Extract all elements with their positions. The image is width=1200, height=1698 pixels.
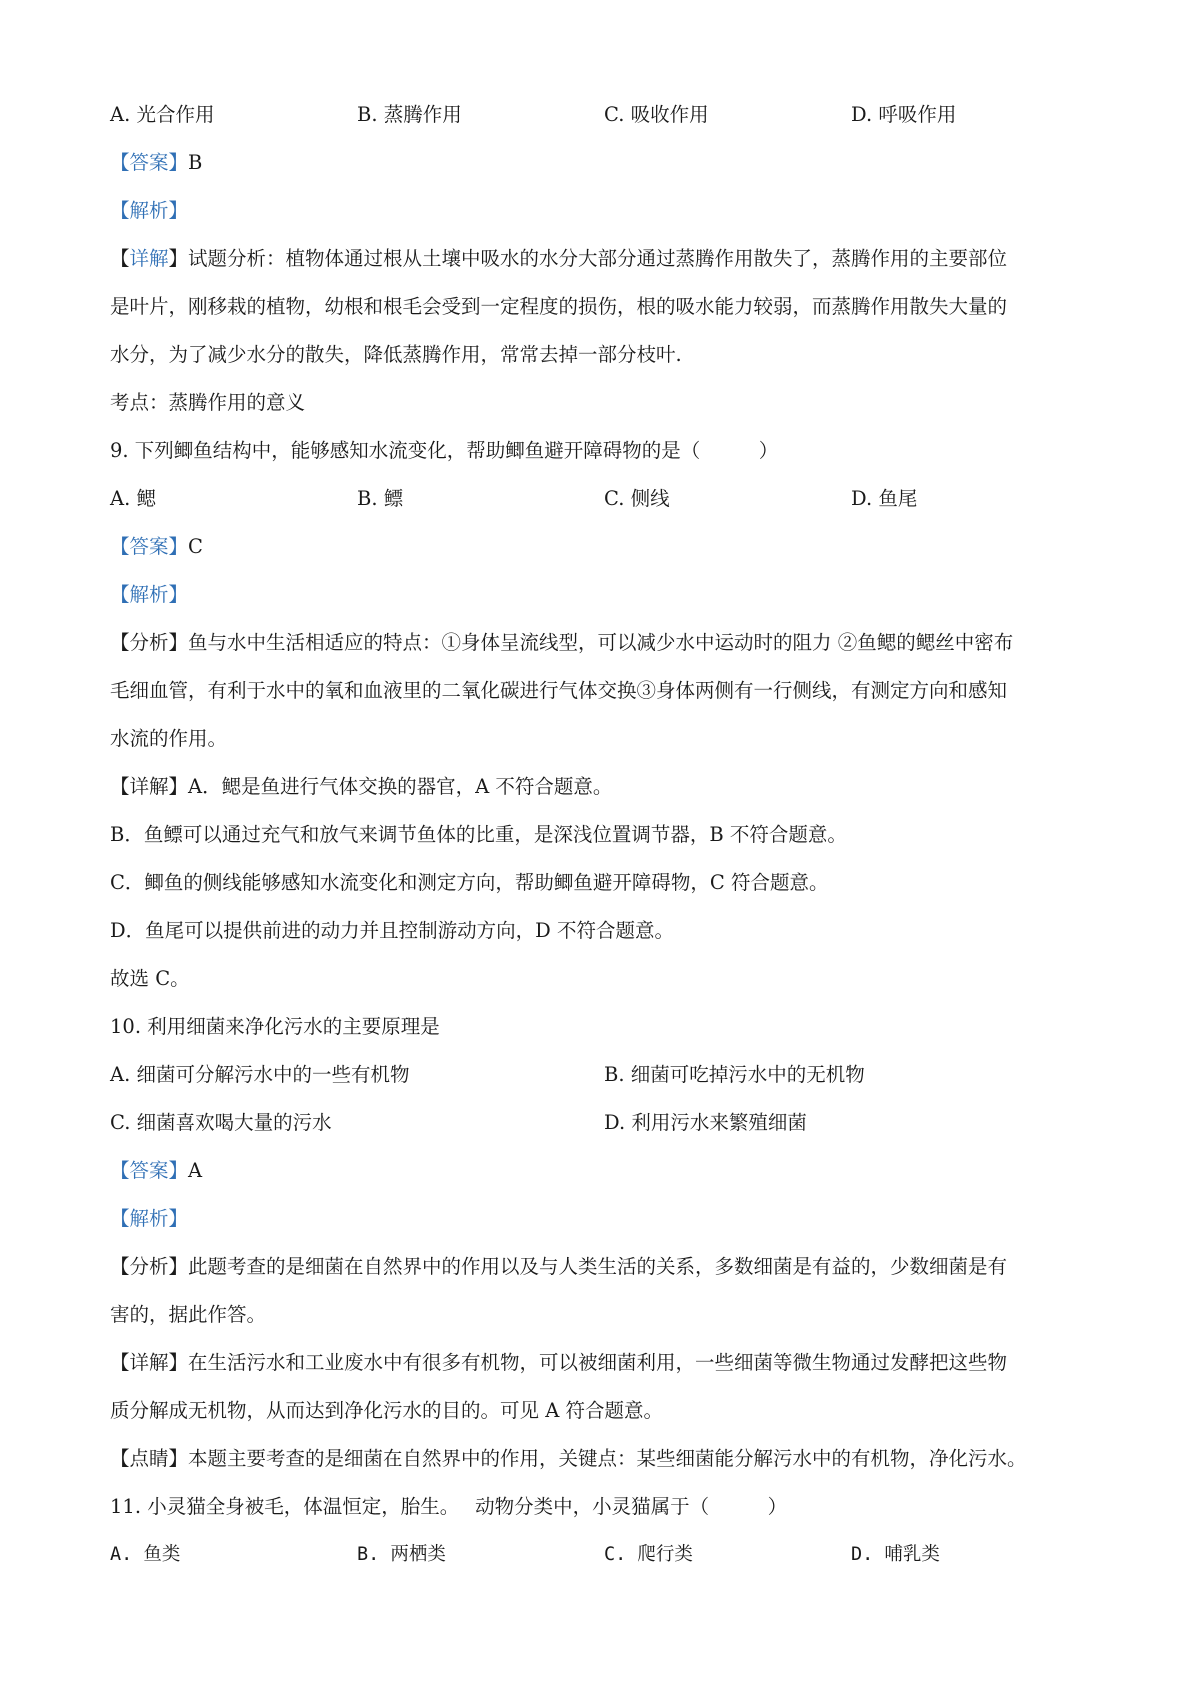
q9-option-b: B. 鳔 xyxy=(357,487,404,510)
answer-tag: 【答案】 xyxy=(110,535,189,558)
q9-detail-line-1 xyxy=(110,772,1100,802)
detail-text: A．鳃是鱼进行气体交换的器官，A 不符合题意。 xyxy=(188,775,613,798)
q9-analysis-tag: 【解析】 xyxy=(110,583,189,606)
q9-option-c: C. 侧线 xyxy=(604,487,670,510)
bracket-open: 【 xyxy=(110,247,130,270)
detail-tag: 【详解】 xyxy=(110,1351,189,1374)
q10-detail-line-2: 质分解成无机物，从而达到净化污水的目的。可见 A 符合题意。 xyxy=(110,1399,663,1422)
q10-fenxi-line-2: 害的，据此作答。 xyxy=(110,1303,267,1326)
detail-tag: 【详解】 xyxy=(110,775,189,798)
q11-stem: 11. 小灵猫全身被毛，体温恒定，胎生。 动物分类中，小灵猫属于（ ） xyxy=(110,1495,788,1518)
q9-answer xyxy=(110,532,1100,562)
q9-option-a: A. 鳃 xyxy=(110,487,156,510)
answer-value: C xyxy=(188,535,203,558)
q9-detail-line-3: C．鲫鱼的侧线能够感知水流变化和测定方向，帮助鲫鱼避开障碍物，C 符合题意。 xyxy=(110,871,829,894)
fenxi-tag: 【分析】 xyxy=(110,1255,189,1278)
q8-analysis-tag: 【解析】 xyxy=(110,199,189,222)
q10-option-c: C. 细菌喜欢喝大量的污水 xyxy=(110,1111,332,1134)
answer-value: A xyxy=(188,1159,203,1182)
q10-option-d: D. 利用污水来繁殖细菌 xyxy=(604,1111,807,1134)
q10-analysis-tag: 【解析】 xyxy=(110,1207,189,1230)
q10-dianjing xyxy=(110,1444,1100,1474)
q9-detail-line-4: D．鱼尾可以提供前进的动力并且控制游动方向，D 不符合题意。 xyxy=(110,919,674,942)
q8-option-d: D. 呼吸作用 xyxy=(851,103,957,126)
q9-fenxi-line-1 xyxy=(110,628,1100,658)
q10-stem: 10. 利用细菌来净化污水的主要原理是 xyxy=(110,1015,440,1038)
q10-answer xyxy=(110,1156,1100,1186)
q8-kaodian: 考点：蒸腾作用的意义 xyxy=(110,391,306,414)
q10-detail-line-1 xyxy=(110,1348,1100,1378)
fenxi-tag: 【分析】 xyxy=(110,631,189,654)
dianjing-text: 本题主要考查的是细菌在自然界中的作用，关键点：某些细菌能分解污水中的有机物，净化污水。 xyxy=(188,1447,1027,1470)
q10-option-a: A. 细菌可分解污水中的一些有机物 xyxy=(110,1063,410,1086)
q9-detail-line-5: 故选 C。 xyxy=(110,967,190,990)
bracket-close: 】 xyxy=(168,247,189,270)
q8-answer xyxy=(110,148,1100,178)
fenxi-text: 鱼与水中生活相适应的特点：①身体呈流线型，可以减少水中运动时的阻力 ②鱼鳃的鳃丝中密布 xyxy=(188,631,1014,654)
answer-tag: 【答案】 xyxy=(110,1159,189,1182)
q8-option-c: C. 吸收作用 xyxy=(604,103,709,126)
q9-option-d: D. 鱼尾 xyxy=(851,487,918,510)
detail-text: 在生活污水和工业废水中有很多有机物，可以被细菌利用，一些细菌等微生物通过发酵把这些物 xyxy=(188,1351,1008,1374)
q9-detail-line-2: B．鱼鳔可以通过充气和放气来调节鱼体的比重，是深浅位置调节器，B 不符合题意。 xyxy=(110,823,847,846)
q8-detail-line-1 xyxy=(110,244,1100,274)
detail-text: 试题分析：植物体通过根从土壤中吸水的水分大部分通过蒸腾作用散失了，蒸腾作用的主要部位 xyxy=(188,247,1008,270)
q10-fenxi-line-1 xyxy=(110,1252,1100,1282)
detail-word: 详解 xyxy=(129,247,169,270)
q9-stem: 9. 下列鲫鱼结构中，能够感知水流变化，帮助鲫鱼避开障碍物的是（ ） xyxy=(110,439,779,462)
q9-fenxi-line-3: 水流的作用。 xyxy=(110,727,228,750)
q9-fenxi-line-2: 毛细血管，有利于水中的氧和血液里的二氧化碳进行气体交换③身体两侧有一行侧线，有测定方向和感知 xyxy=(110,679,1008,702)
q8-option-a: A. 光合作用 xyxy=(110,103,215,126)
q11-option-b: B. 两栖类 xyxy=(357,1544,446,1565)
q8-detail-line-2: 是叶片，刚移栽的植物，幼根和根毛会受到一定程度的损伤，根的吸水能力较弱，而蒸腾作用散失大量的 xyxy=(110,295,1008,318)
q11-option-a: A. 鱼类 xyxy=(110,1544,181,1565)
q11-option-c: C. 爬行类 xyxy=(604,1544,693,1565)
answer-tag: 【答案】 xyxy=(110,151,189,174)
dianjing-tag: 【点睛】 xyxy=(110,1447,189,1470)
answer-value: B xyxy=(188,151,203,174)
q8-detail-line-3: 水分，为了减少水分的散失，降低蒸腾作用，常常去掉一部分枝叶. xyxy=(110,343,682,366)
q11-option-d: D. 哺乳类 xyxy=(851,1544,940,1565)
q10-option-b: B. 细菌可吃掉污水中的无机物 xyxy=(604,1063,865,1086)
q8-option-b: B. 蒸腾作用 xyxy=(357,103,462,126)
fenxi-text: 此题考查的是细菌在自然界中的作用以及与人类生活的关系，多数细菌是有益的，少数细菌是有 xyxy=(188,1255,1008,1278)
